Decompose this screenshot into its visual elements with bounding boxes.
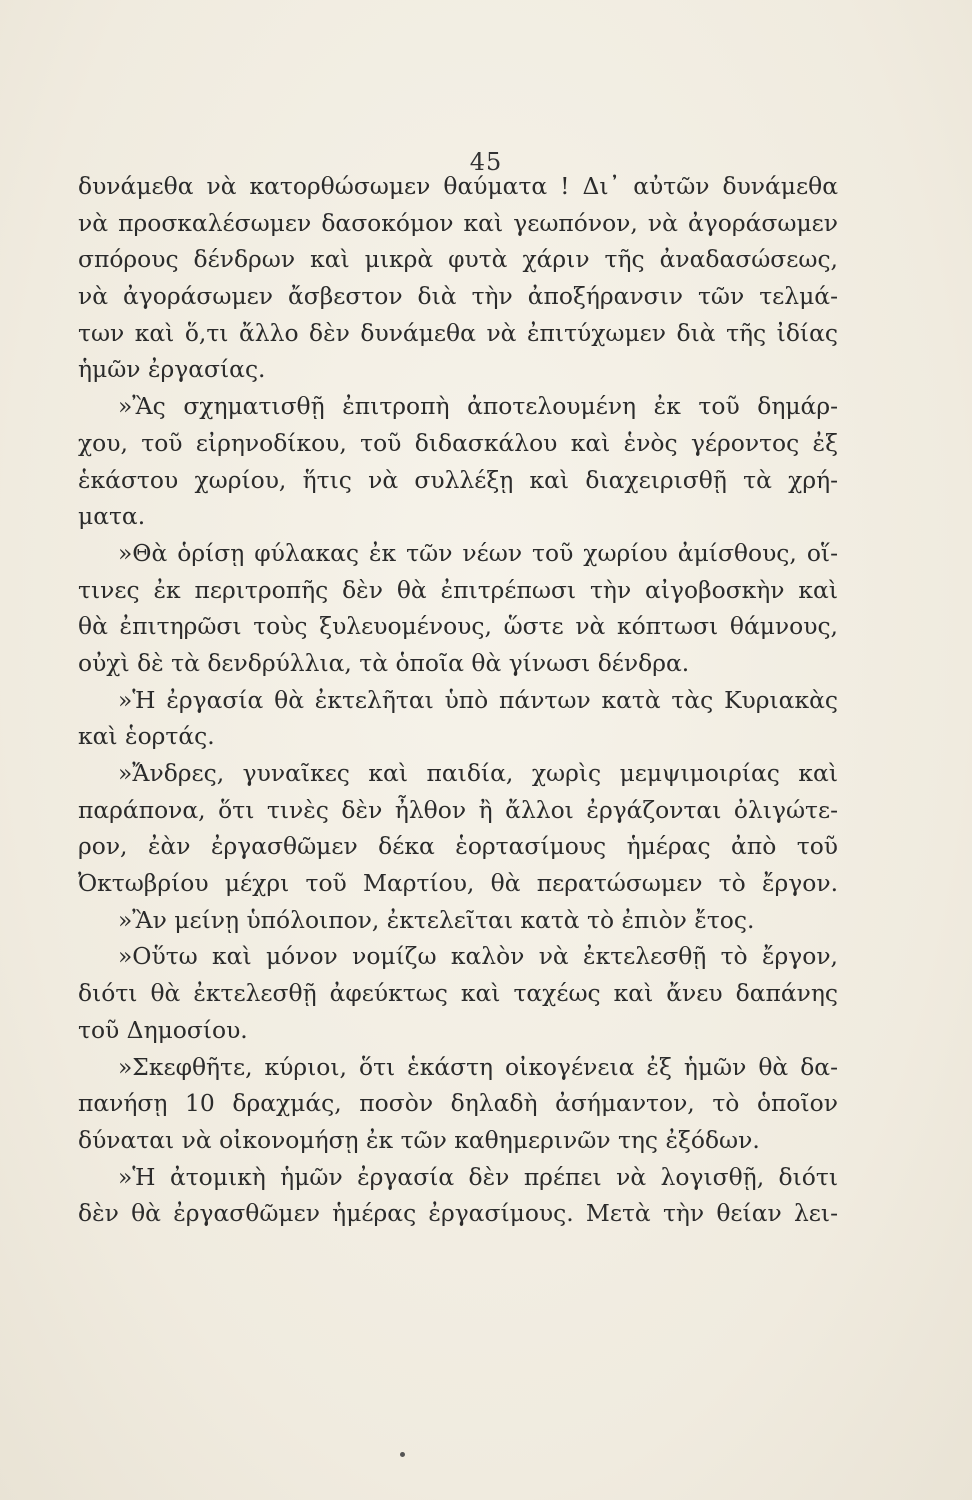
text-line: »Ἡ ἐργασία θὰ ἐκτελῆται ὑπὸ πάντων κατὰ τὰς Κυριακὰς — [118, 685, 838, 714]
text-line: καὶ ἑορτάς. — [78, 722, 215, 751]
body-text — [78, 168, 838, 1232]
text-line: ματα. — [78, 502, 146, 531]
text-line: »Ἂς σχηματισθῇ ἐπιτροπὴ ἀποτελουμένη ἐκ τοῦ δημάρ- — [118, 392, 838, 421]
text-line: »Ἡ ἀτομικὴ ἡμῶν ἐργασία δὲν πρέπει νὰ λογισθῇ, διότι — [118, 1162, 838, 1191]
text-line: παράπονα, ὅτι τινὲς δὲν ἦλθον ἢ ἄλλοι ἐργάζονται ὀλιγώτε- — [78, 795, 838, 824]
stray-mark-dot — [400, 1452, 405, 1457]
text-line: »Ἂν μείνῃ ὑπόλοιπον, ἐκτελεῖται κατὰ τὸ ἐπιὸν ἔτος. — [118, 905, 755, 934]
text-line: οὐχὶ δὲ τὰ δενδρύλλια, τὰ ὁποῖα θὰ γίνωσι δένδρα. — [78, 648, 690, 677]
text-line: διότι θὰ ἐκτελεσθῇ ἀφεύκτως καὶ ταχέως καὶ ἄνευ δαπάνης — [78, 979, 838, 1008]
text-line: τοῦ Δημοσίου. — [78, 1015, 248, 1044]
text-line: »Οὕτω καὶ μόνον νομίζω καλὸν νὰ ἐκτελεσθῇ τὸ ἔργον, — [118, 942, 838, 971]
text-line: »Σκεφθῆτε, κύριοι, ὅτι ἑκάστη οἰκογένεια ἐξ ἡμῶν θὰ δα- — [118, 1052, 838, 1081]
text-line: δυνάμεθα νὰ κατορθώσωμεν θαύματα ! Δι᾿ αὐτῶν δυνάμεθα — [78, 172, 838, 200]
text-line: δύναται νὰ οἰκονομήσῃ ἐκ τῶν καθημερινῶν της ἐξόδων. — [78, 1125, 760, 1154]
text-line: των καὶ ὅ,τι ἄλλο δὲν δυνάμεθα νὰ ἐπιτύχωμεν διὰ τῆς ἰδίας — [78, 318, 838, 347]
text-line: ρον, ἐὰν ἐργασθῶμεν δέκα ἑορτασίμους ἡμέρας ἀπὸ τοῦ — [78, 832, 838, 861]
text-line: νὰ προσκαλέσωμεν δασοκόμον καὶ γεωπόνον, νὰ ἀγοράσωμεν — [78, 208, 838, 237]
text-line: Ὀκτωβρίου μέχρι τοῦ Μαρτίου, θὰ περατώσωμεν τὸ ἔργον. — [78, 869, 838, 898]
text-line: πανήσῃ 10 δραχμάς, ποσὸν δηλαδὴ ἀσήμαντον, τὸ ὁποῖον — [78, 1089, 838, 1118]
text-line: ἡμῶν ἐργασίας. — [78, 355, 266, 384]
text-line: »Ἄνδρες, γυναῖκες καὶ παιδία, χωρὶς μεμψιμοιρίας καὶ — [118, 759, 838, 787]
page-number: 45 — [469, 148, 503, 176]
text-line: θὰ ἐπιτηρῶσι τοὺς ξυλευομένους, ὥστε νὰ κόπτωσι θάμνους, — [78, 612, 838, 641]
text-line: δὲν θὰ ἐργασθῶμεν ἡμέρας ἐργασίμους. Μετὰ τὴν θείαν λει- — [78, 1199, 838, 1228]
text-line: χου, τοῦ εἰρηνοδίκου, τοῦ διδασκάλου καὶ ἑνὸς γέροντος ἐξ — [78, 428, 838, 457]
text-line: ἑκάστου χωρίου, ἥτις νὰ συλλέξῃ καὶ διαχειρισθῇ τὰ χρή- — [78, 465, 838, 494]
text-line: τινες ἐκ περιτροπῆς δὲν θὰ ἐπιτρέπωσι τὴν αἰγοβοσκὴν καὶ — [78, 575, 838, 604]
text-line: νὰ ἀγοράσωμεν ἄσβεστον διὰ τὴν ἀποξήρανσιν τῶν τελμά- — [78, 282, 838, 311]
text-line: »Θὰ ὁρίσῃ φύλακας ἐκ τῶν νέων τοῦ χωρίου ἀμίσθους, οἵ- — [118, 538, 838, 567]
text-line: σπόρους δένδρων καὶ μικρὰ φυτὰ χάριν τῆς ἀναδασώσεως, — [78, 245, 838, 274]
